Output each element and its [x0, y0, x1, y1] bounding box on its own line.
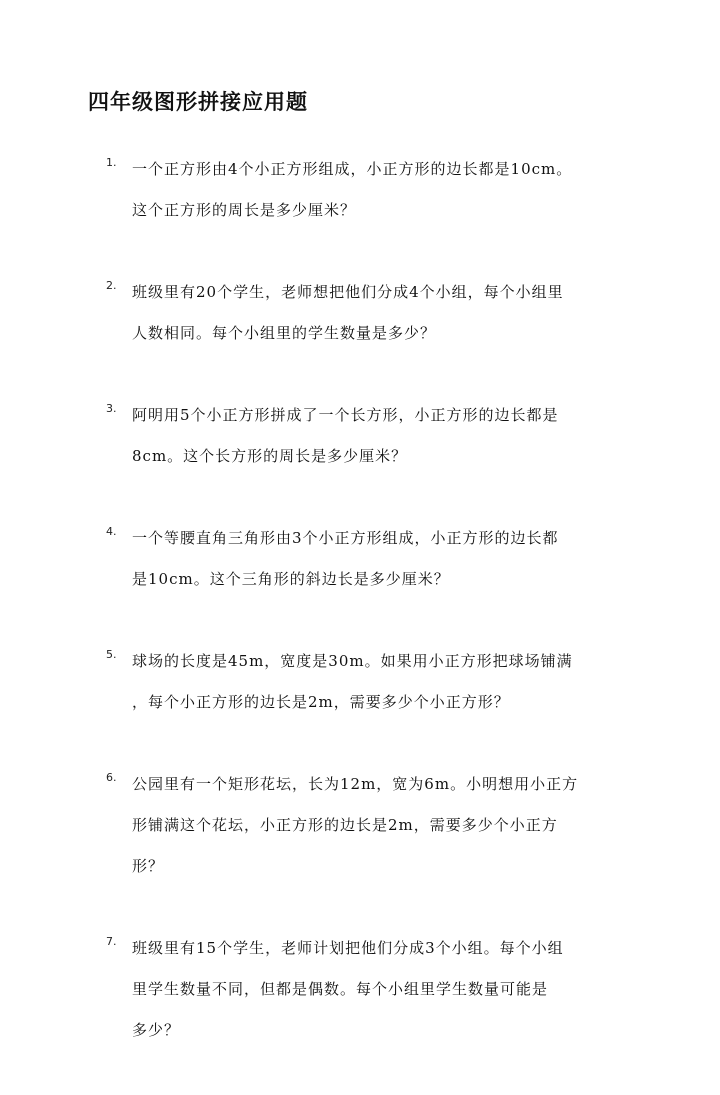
- question-line: 8cm。这个长方形的周长是多少厘米？: [132, 447, 408, 465]
- question-item: [106, 269, 646, 357]
- question-number: 3.: [106, 402, 117, 415]
- question-item: [106, 638, 646, 726]
- question-item: [106, 515, 646, 603]
- question-item: [106, 761, 646, 890]
- question-number: 7.: [106, 935, 117, 948]
- question-line: 阿明用5个小正方形拼成了一个长方形，小正方形的边长都是: [132, 406, 559, 424]
- question-line: 人数相同。每个小组里的学生数量是多少？: [132, 324, 437, 342]
- question-line: 形铺满这个花坛，小正方形的边长是2m，需要多少个小正方: [132, 816, 558, 834]
- question-line: 这个正方形的周长是多少厘米？: [132, 201, 357, 219]
- question-item: [106, 146, 646, 234]
- question-line: 形？: [132, 857, 165, 875]
- question-number: 1.: [106, 156, 117, 169]
- question-line: 班级里有15个学生，老师计划把他们分成3个小组。每个小组: [132, 939, 564, 957]
- question-line: 一个正方形由4个小正方形组成，小正方形的边长都是10cm。: [132, 160, 573, 178]
- question-item: [106, 392, 646, 480]
- question-line: 公园里有一个矩形花坛，长为12m，宽为6m。小明想用小正方: [132, 775, 579, 793]
- question-item: [106, 925, 646, 1054]
- question-line: ，每个小正方形的边长是2m，需要多少个小正方形？: [132, 693, 510, 711]
- question-number: 4.: [106, 525, 117, 538]
- question-number: 5.: [106, 648, 117, 661]
- question-line: 是10cm。这个三角形的斜边长是多少厘米？: [132, 570, 450, 588]
- question-line: 球场的长度是45m，宽度是30m。如果用小正方形把球场铺满: [132, 652, 573, 670]
- question-line: 多少？: [132, 1021, 181, 1039]
- question-list: [106, 152, 646, 1095]
- question-number: 6.: [106, 771, 117, 784]
- question-line: 班级里有20个学生，老师想把他们分成4个小组，每个小组里: [132, 283, 564, 301]
- document-title: 四年级图形拼接应用题: [88, 89, 308, 114]
- question-line: 一个等腰直角三角形由3个小正方形组成，小正方形的边长都: [132, 529, 559, 547]
- question-line: 里学生数量不同，但都是偶数。每个小组里学生数量可能是: [132, 980, 549, 998]
- question-number: 2.: [106, 279, 117, 292]
